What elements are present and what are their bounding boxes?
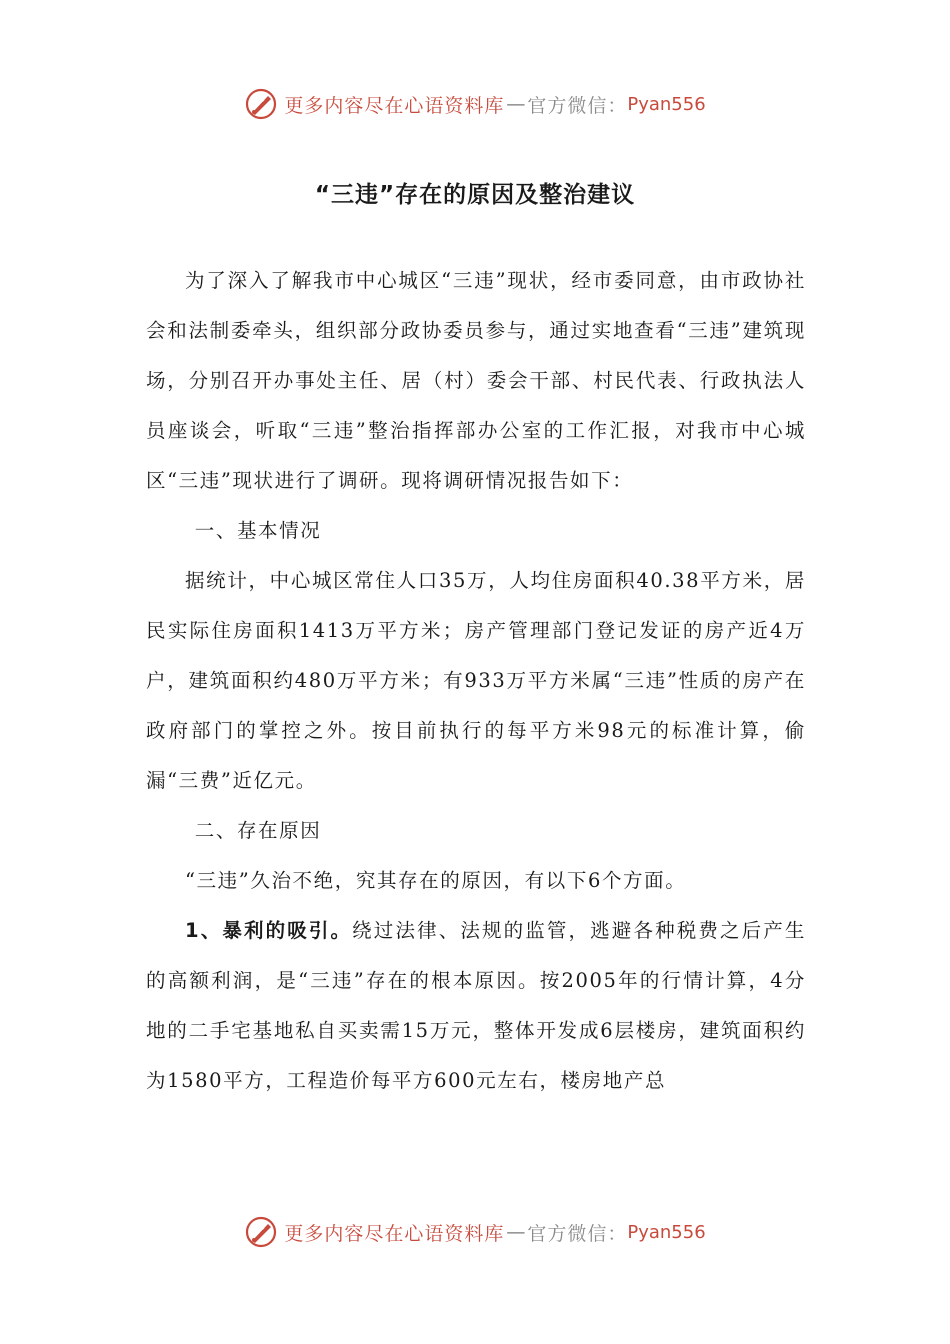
- cause-1-heading: 1、暴利的吸引。: [185, 919, 353, 942]
- paragraph-cause-1: [146, 906, 806, 1106]
- quill-logo-icon: [244, 87, 278, 121]
- paragraph-statistics: 据统计，中心城区常住人口35万，人均住房面积40.38平方米，居民实际住房面积1413万平方米；房产管理部门登记发证的房产近4万户，建筑面积约480万平方米；有933万平方米属“三违”性质的房产在政府部门的掌控之外。按目前执行的每平方米98元的标准计算，偷漏“三费”近亿元。: [146, 569, 806, 792]
- banner-wechat-id: Pyan556: [627, 1221, 706, 1243]
- document-title: “三违”存在的原因及整治建议: [314, 182, 636, 208]
- paragraph-intro: 为了深入了解我市中心城区“三违”现状，经市委同意，由市政协社会和法制委牵头，组织部分政协委员参与，通过实地查看“三违”建筑现场，分别召开办事处主任、居（村）委会干部、村民代表、行政执法人员座谈会，听取“三违”整治指挥部办公室的工作汇报，对我市中心城区“三违”现状进行了调研。现将调研情况报告如下：: [146, 269, 806, 492]
- quill-logo-icon: [244, 1215, 278, 1249]
- banner-wechat-label: 官方微信：: [527, 94, 628, 117]
- document-body: [146, 256, 806, 1106]
- header-banner: [0, 84, 950, 124]
- section-heading-basic: 一、基本情况: [194, 519, 322, 542]
- footer-banner: [0, 1212, 950, 1252]
- section-heading-causes: 二、存在原因: [194, 819, 322, 842]
- banner-separator: —: [506, 93, 526, 115]
- banner-separator: —: [506, 1221, 526, 1243]
- paragraph-causes-intro: “三违”久治不绝，究其存在的原因，有以下6个方面。: [185, 869, 687, 892]
- banner-wechat-id: Pyan556: [627, 93, 706, 115]
- cause-1-text: 绕过法律、法规的监管，逃避各种税费之后产生的高额利润，是“三违”存在的根本原因。按2005年的行情计算，4分地的二手宅基地私自买卖需15万元，整体开发成6层楼房，建筑面积约为1580平方，工程造价每平方600元左右，楼房地产总: [146, 919, 806, 1092]
- banner-text: 更多内容尽在心语资料库: [284, 1222, 505, 1245]
- banner-wechat-label: 官方微信：: [527, 1222, 628, 1245]
- banner-text: 更多内容尽在心语资料库: [284, 94, 505, 117]
